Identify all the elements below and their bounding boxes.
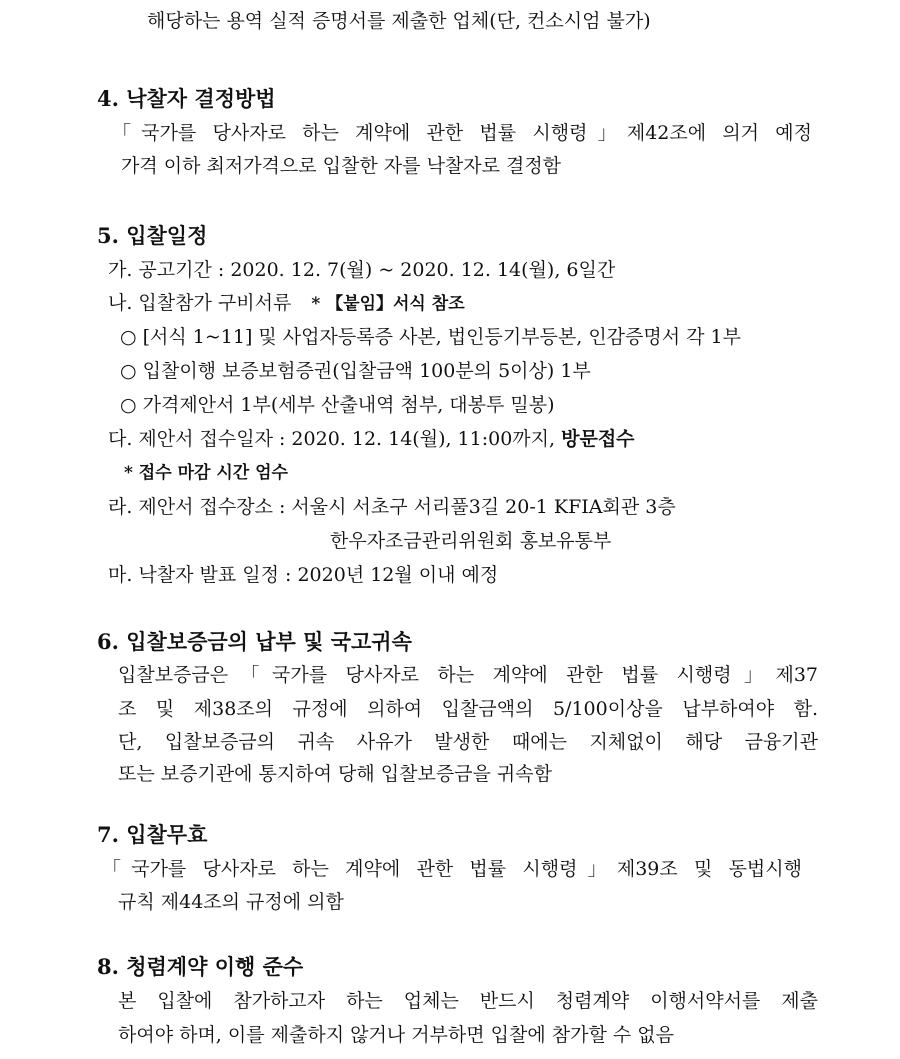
schedule-item-da-text: 다. 제안서 접수일자 : 2020. 12. 14(월), 11:00까지, xyxy=(108,428,556,450)
section-4-heading: 4. 낙찰자 결정방법 xyxy=(97,86,276,111)
section-6-line-3: 단, 입찰보증금의 귀속 사유가 발생한 때에는 지체없이 해당 금융기관 xyxy=(118,731,818,753)
intro-line: 해당하는 용역 실적 증명서를 제출한 업체(단, 컨소시엄 불가) xyxy=(147,10,651,32)
required-doc-1: ○ [서식 1~11] 및 사업자등록증 사본, 법인등기부등본, 인감증명서 각 1부 xyxy=(120,326,741,348)
schedule-item-da xyxy=(108,426,635,452)
section-7-line-2: 규칙 제44조의 규정에 의함 xyxy=(118,891,344,913)
schedule-item-ra: 라. 제안서 접수장소 : 서울시 서초구 서리풀3길 20-1 KFIA회관 3층 xyxy=(108,496,676,518)
section-6-line-1: 입찰보증금은「국가를 당사자로 하는 계약에 관한 법률 시행령」제37 xyxy=(118,664,818,686)
visit-submission: 방문접수 xyxy=(561,428,635,450)
section-7-line-1: 「국가를 당사자로 하는 계약에 관한 법률 시행령」제39조 및 동법시행 xyxy=(102,858,802,880)
section-8-line-2: 하여야 하며, 이를 제출하지 않거나 거부하면 입찰에 참가할 수 없음 xyxy=(118,1024,674,1046)
section-4-line-1: 「국가를 당사자로 하는 계약에 관한 법률 시행령」제42조에 의거 예정 xyxy=(112,122,812,144)
required-doc-2: ○ 입찰이행 보증보험증권(입찰금액 100분의 5이상) 1부 xyxy=(120,360,591,382)
schedule-item-na-text: 나. 입찰참가 구비서류 xyxy=(108,292,292,314)
section-8-heading: 8. 청렴계약 이행 준수 xyxy=(97,954,304,979)
attachment-note: * 【붙임】서식 참조 xyxy=(311,294,465,314)
deadline-note: * 접수 마감 시간 엄수 xyxy=(124,463,288,483)
schedule-item-ma: 마. 낙찰자 발표 일정 : 2020년 12월 이내 예정 xyxy=(108,564,499,586)
section-5-heading: 5. 입찰일정 xyxy=(97,223,208,248)
section-8-line-1: 본 입찰에 참가하고자 하는 업체는 반드시 청렴계약 이행서약서를 제출 xyxy=(118,990,818,1012)
required-doc-3: ○ 가격제안서 1부(세부 산출내역 첨부, 대봉투 밀봉) xyxy=(120,394,555,416)
schedule-item-ga: 가. 공고기간 : 2020. 12. 7(월) ~ 2020. 12. 14(월), 6일간 xyxy=(108,259,616,281)
section-6-line-2: 조 및 제38조의 규정에 의하여 입찰금액의 5/100이상을 납부하여야 함. xyxy=(118,698,818,720)
schedule-item-na xyxy=(108,290,465,317)
section-4-line-2: 가격 이하 최저가격으로 입찰한 자를 낙찰자로 결정함 xyxy=(121,155,562,177)
schedule-item-ra-dept: 한우자조금관리위원회 홍보유통부 xyxy=(330,530,612,552)
section-6-line-4: 또는 보증기관에 통지하여 당해 입찰보증금을 귀속함 xyxy=(118,763,552,785)
section-6-heading: 6. 입찰보증금의 납부 및 국고귀속 xyxy=(97,629,412,654)
section-7-heading: 7. 입찰무효 xyxy=(97,822,208,847)
